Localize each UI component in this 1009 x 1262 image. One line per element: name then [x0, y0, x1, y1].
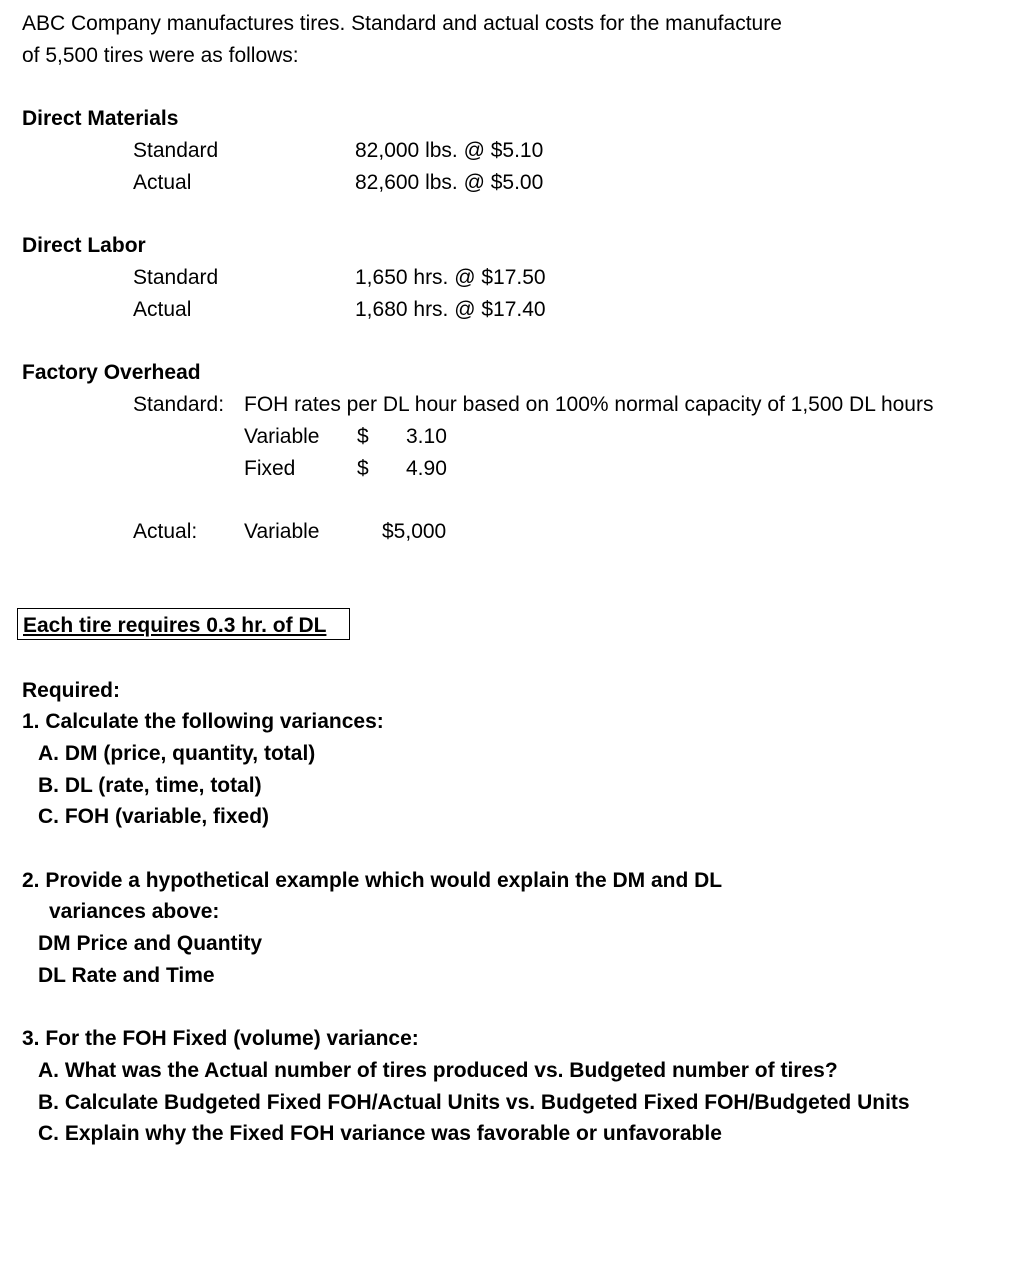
- required-heading: Required:: [22, 679, 121, 702]
- foh-variable-rate: 3.10: [406, 425, 447, 448]
- foh-standard-description: FOH rates per DL hour based on 100% normal capacity of 1,500 DL hours: [244, 393, 934, 416]
- question-2-item-1: DM Price and Quantity: [38, 932, 263, 955]
- question-1c: C. FOH (variable, fixed): [38, 805, 270, 828]
- dl-actual-value: 1,680 hrs. @ $17.40: [355, 298, 546, 321]
- question-2-item-2: DL Rate and Time: [38, 964, 215, 987]
- dm-actual-label: Actual: [133, 171, 192, 194]
- question-3b: B. Calculate Budgeted Fixed FOH/Actual Units vs. Budgeted Fixed FOH/Budgeted Units: [38, 1091, 910, 1114]
- question-3-title: 3. For the FOH Fixed (volume) variance:: [22, 1027, 419, 1050]
- foh-fixed-currency: $: [357, 457, 369, 480]
- note-text: Each tire requires 0.3 hr. of DL: [23, 614, 327, 637]
- dm-actual-value: 82,600 lbs. @ $5.00: [355, 171, 544, 194]
- question-2-line-2: variances above:: [49, 900, 220, 923]
- foh-standard-label: Standard:: [133, 393, 225, 416]
- direct-labor-heading: Direct Labor: [22, 234, 146, 257]
- foh-actual-variable-label: Variable: [244, 520, 320, 543]
- foh-fixed-rate: 4.90: [406, 457, 447, 480]
- intro-line-1: ABC Company manufactures tires. Standard and actual costs for the manufacture: [22, 12, 782, 35]
- dm-standard-value: 82,000 lbs. @ $5.10: [355, 139, 544, 162]
- question-1-title: 1. Calculate the following variances:: [22, 710, 384, 733]
- direct-materials-heading: Direct Materials: [22, 107, 179, 130]
- question-3c: C. Explain why the Fixed FOH variance was favorable or unfavorable: [38, 1122, 722, 1145]
- foh-actual-label: Actual:: [133, 520, 198, 543]
- question-1a: A. DM (price, quantity, total): [38, 742, 316, 765]
- dl-standard-value: 1,650 hrs. @ $17.50: [355, 266, 546, 289]
- foh-variable-label: Variable: [244, 425, 320, 448]
- foh-variable-currency: $: [357, 425, 369, 448]
- question-2-line-1: 2. Provide a hypothetical example which would explain the DM and DL: [22, 869, 723, 892]
- question-3a: A. What was the Actual number of tires produced vs. Budgeted number of tires?: [38, 1059, 838, 1082]
- dl-standard-label: Standard: [133, 266, 219, 289]
- dl-actual-label: Actual: [133, 298, 192, 321]
- note-box: [17, 608, 350, 640]
- dm-standard-label: Standard: [133, 139, 219, 162]
- foh-fixed-label: Fixed: [244, 457, 296, 480]
- foh-actual-variable-value: $5,000: [382, 520, 447, 543]
- question-1b: B. DL (rate, time, total): [38, 774, 262, 797]
- factory-overhead-heading: Factory Overhead: [22, 361, 201, 384]
- intro-line-2: of 5,500 tires were as follows:: [22, 44, 299, 67]
